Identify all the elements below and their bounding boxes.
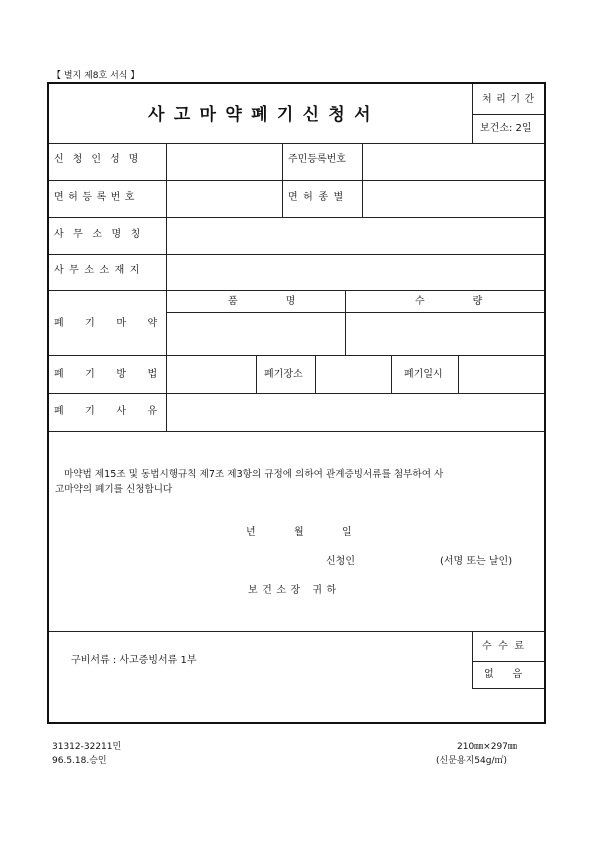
statement-line-1: 마약법 제15조 및 동법시행규칙 제7조 제3항의 규정에 의하여 관계증빙서류를 첨부하여 사: [64, 469, 444, 480]
disposal-drug-label: 폐기마약: [54, 318, 179, 329]
signature-note: (서명 또는 날인): [440, 556, 513, 567]
row1-divider-b: [282, 143, 283, 180]
fee-bottom-line: [472, 688, 544, 689]
office-name-label: 사무소명칭: [54, 229, 150, 240]
date-day-label: 일: [342, 527, 352, 538]
attachments-note: 구비서류 : 사고증빙서류 1부: [71, 655, 197, 666]
row2-divider-b: [282, 180, 283, 217]
fee-split-line: [472, 661, 544, 662]
disposal-date-label: 폐기일시: [404, 369, 443, 380]
date-year-label: 년: [246, 527, 256, 538]
office-name-field[interactable]: [167, 218, 544, 254]
form-reference: 【 별지 제8호 서식 】: [52, 71, 140, 81]
quantity-header: 수량: [415, 296, 531, 307]
bottom-section-line: [49, 631, 544, 632]
disposal-place-field[interactable]: [316, 356, 391, 393]
fee-divider: [472, 631, 473, 688]
item-name-field[interactable]: [167, 313, 345, 355]
applicant-signature-label: 신청인: [326, 556, 355, 567]
disposal-place-label: 폐기장소: [264, 369, 303, 380]
resident-number-field[interactable]: [363, 144, 544, 180]
row4-bottom-line: [49, 290, 544, 291]
disposal-method-field[interactable]: [167, 356, 256, 393]
license-type-label: 면허종별: [288, 192, 349, 203]
processing-value: 보건소: 2일: [480, 123, 532, 134]
office-address-field[interactable]: [167, 255, 544, 290]
office-address-label: 사무소소재지: [54, 265, 145, 276]
license-number-label: 면허등록번호: [54, 192, 139, 203]
disposal-reason-label: 폐기사유: [54, 406, 179, 417]
date-day-field[interactable]: [305, 524, 339, 540]
resident-number-label: 주민등록번호: [288, 154, 346, 165]
fee-label: 수수료: [482, 641, 531, 652]
applicant-name-field[interactable]: [167, 144, 282, 180]
form-code: 31312-32211민: [52, 742, 122, 752]
disposal-date-field[interactable]: [459, 356, 544, 393]
quantity-field[interactable]: [346, 313, 544, 355]
applicant-name-label: 신청인성명: [54, 154, 148, 165]
processing-label: 처리기간: [482, 94, 539, 105]
paper-size: 210㎜×297㎜: [457, 742, 517, 752]
addressee: 보건소장 귀하: [248, 585, 341, 596]
row6-divider-d: [391, 355, 392, 393]
approval-date: 96.5.18.승인: [52, 756, 107, 766]
date-month-field[interactable]: [258, 524, 292, 540]
disposal-reason-field[interactable]: [167, 394, 544, 431]
form-title: 사고마약폐기신청서: [148, 105, 380, 125]
date-month-label: 월: [294, 527, 304, 538]
row6-divider-b: [256, 355, 257, 393]
license-number-field[interactable]: [167, 181, 282, 217]
paper-type: (신문용지54g/㎡): [436, 756, 507, 766]
fee-value: 없음: [484, 669, 542, 680]
processing-split-line: [472, 114, 544, 115]
row7-bottom-line: [49, 431, 544, 432]
applicant-signature-field[interactable]: [362, 552, 438, 568]
license-type-field[interactable]: [363, 181, 544, 217]
statement-line-2: 고마약의 폐기를 신청합니다: [55, 484, 173, 495]
disposal-method-label: 폐기방법: [54, 369, 179, 380]
item-name-header: 품명: [228, 296, 344, 307]
